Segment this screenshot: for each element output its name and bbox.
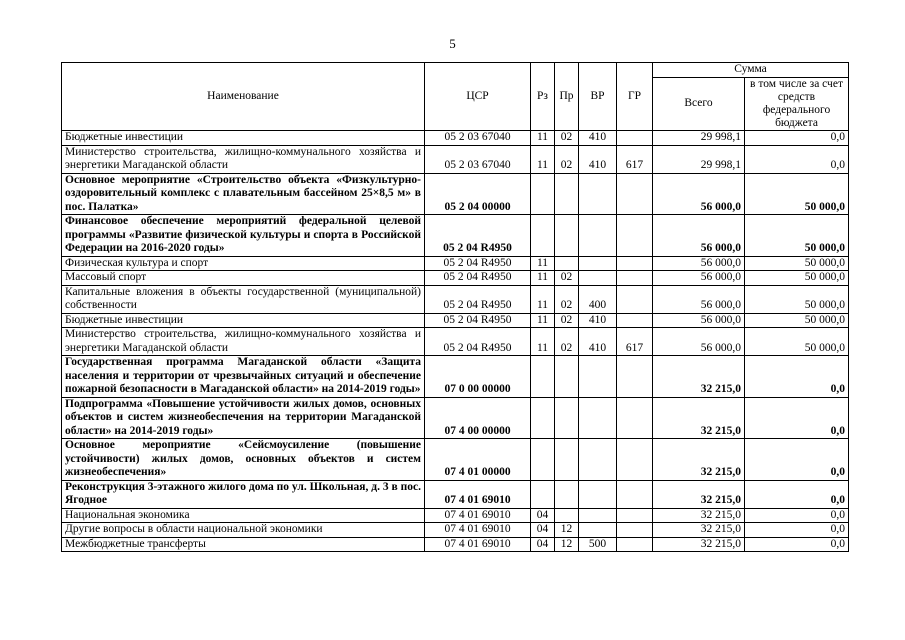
cell-rz: 04: [531, 508, 555, 523]
cell-vr: [579, 480, 617, 508]
table-row: [62, 537, 849, 552]
cell-pr: 02: [555, 271, 579, 286]
table-row: [62, 480, 849, 508]
cell-vr: [579, 523, 617, 538]
cell-gr: [617, 397, 653, 439]
cell-total: 32 215,0: [653, 439, 745, 481]
budget-table: [61, 62, 849, 552]
cell-federal: 0,0: [745, 480, 849, 508]
table-body: [62, 131, 849, 552]
cell-pr: [555, 173, 579, 215]
cell-total: 32 215,0: [653, 356, 745, 398]
cell-total: 32 215,0: [653, 397, 745, 439]
cell-gr: 617: [617, 328, 653, 356]
cell-pr: [555, 480, 579, 508]
cell-total: 29 998,1: [653, 131, 745, 146]
cell-csr: 07 4 01 69010: [425, 480, 531, 508]
cell-pr: 02: [555, 131, 579, 146]
cell-vr: 410: [579, 328, 617, 356]
cell-gr: [617, 131, 653, 146]
header-federal: в том числе за счет средств федерального бюджета: [745, 78, 849, 131]
cell-vr: [579, 271, 617, 286]
table-row: [62, 439, 849, 481]
table-row: [62, 356, 849, 398]
table-row: [62, 285, 849, 313]
cell-federal: 0,0: [745, 508, 849, 523]
cell-vr: 500: [579, 537, 617, 552]
table-row: [62, 145, 849, 173]
cell-vr: 410: [579, 131, 617, 146]
cell-name: Финансовое обеспечение мероприятий федеральной целевой программы «Развитие физической культуры и спорта в Российской Федерации на 2016-2020 годы»: [62, 215, 425, 257]
cell-pr: [555, 215, 579, 257]
cell-rz: 11: [531, 328, 555, 356]
table-row: [62, 173, 849, 215]
cell-vr: [579, 508, 617, 523]
cell-csr: 05 2 04 R4950: [425, 328, 531, 356]
cell-csr: 05 2 03 67040: [425, 145, 531, 173]
cell-federal: 0,0: [745, 397, 849, 439]
cell-gr: [617, 256, 653, 271]
table-row: [62, 508, 849, 523]
cell-pr: 12: [555, 537, 579, 552]
cell-gr: [617, 285, 653, 313]
cell-csr: 05 2 04 00000: [425, 173, 531, 215]
cell-vr: 400: [579, 285, 617, 313]
cell-gr: [617, 537, 653, 552]
cell-total: 32 215,0: [653, 480, 745, 508]
cell-rz: [531, 173, 555, 215]
cell-total: 56 000,0: [653, 313, 745, 328]
cell-rz: [531, 215, 555, 257]
cell-name: Бюджетные инвестиции: [62, 131, 425, 146]
cell-gr: 617: [617, 145, 653, 173]
cell-pr: [555, 356, 579, 398]
table-row: [62, 523, 849, 538]
cell-csr: 05 2 04 R4950: [425, 313, 531, 328]
table-row: [62, 256, 849, 271]
cell-total: 56 000,0: [653, 215, 745, 257]
cell-csr: 07 4 01 00000: [425, 439, 531, 481]
cell-total: 56 000,0: [653, 285, 745, 313]
cell-csr: 05 2 04 R4950: [425, 271, 531, 286]
table-row: [62, 271, 849, 286]
cell-name: Государственная программа Магаданской области «Защита населения и территории от чрезвычайных ситуаций и обеспечение пожарной безопасности в Магаданской области» на 2014-2019 годы»: [62, 356, 425, 398]
cell-name: Бюджетные инвестиции: [62, 313, 425, 328]
cell-rz: 11: [531, 131, 555, 146]
cell-gr: [617, 313, 653, 328]
cell-pr: 12: [555, 523, 579, 538]
cell-federal: 50 000,0: [745, 328, 849, 356]
cell-gr: [617, 215, 653, 257]
cell-rz: 11: [531, 313, 555, 328]
cell-total: 56 000,0: [653, 328, 745, 356]
cell-csr: 07 4 00 00000: [425, 397, 531, 439]
cell-gr: [617, 173, 653, 215]
cell-name: Подпрограмма «Повышение устойчивости жилых домов, основных объектов и систем жизнеобеспечения на территории Магаданской области» на 2014-2019 годы»: [62, 397, 425, 439]
cell-total: 56 000,0: [653, 173, 745, 215]
cell-total: 29 998,1: [653, 145, 745, 173]
table-row: [62, 328, 849, 356]
cell-vr: [579, 173, 617, 215]
cell-name: Основное мероприятие «Строительство объекта «Физкультурно-оздоровительный комплекс с плавательным бассейном 25×8,5 м» в пос. Палатка»: [62, 173, 425, 215]
cell-rz: [531, 356, 555, 398]
cell-vr: [579, 397, 617, 439]
header-rz: Рз: [531, 63, 555, 131]
cell-csr: 05 2 04 R4950: [425, 256, 531, 271]
cell-gr: [617, 439, 653, 481]
cell-federal: 0,0: [745, 145, 849, 173]
cell-name: Основное мероприятие «Сейсмоусиление (повышение устойчивости) жилых домов, основных объектов и систем жизнеобеспечения»: [62, 439, 425, 481]
cell-total: 56 000,0: [653, 271, 745, 286]
cell-rz: [531, 439, 555, 481]
cell-name: Реконструкция 3-этажного жилого дома по ул. Школьная, д. 3 в пос. Ягодное: [62, 480, 425, 508]
cell-federal: 50 000,0: [745, 285, 849, 313]
header-csr: ЦСР: [425, 63, 531, 131]
cell-pr: [555, 397, 579, 439]
cell-csr: 07 0 00 00000: [425, 356, 531, 398]
cell-vr: 410: [579, 313, 617, 328]
cell-csr: 07 4 01 69010: [425, 508, 531, 523]
cell-federal: 50 000,0: [745, 313, 849, 328]
cell-name: Межбюджетные трансферты: [62, 537, 425, 552]
cell-pr: [555, 256, 579, 271]
cell-rz: 04: [531, 523, 555, 538]
cell-csr: 07 4 01 69010: [425, 537, 531, 552]
header-vr: ВР: [579, 63, 617, 131]
cell-federal: 0,0: [745, 356, 849, 398]
cell-name: Министерство строительства, жилищно-коммунального хозяйства и энергетики Магаданской области: [62, 328, 425, 356]
cell-rz: [531, 397, 555, 439]
cell-name: Другие вопросы в области национальной экономики: [62, 523, 425, 538]
cell-pr: 02: [555, 328, 579, 356]
cell-federal: 50 000,0: [745, 256, 849, 271]
cell-total: 32 215,0: [653, 537, 745, 552]
cell-rz: 11: [531, 145, 555, 173]
cell-name: Физическая культура и спорт: [62, 256, 425, 271]
cell-federal: 0,0: [745, 439, 849, 481]
table-row: [62, 215, 849, 257]
cell-gr: [617, 480, 653, 508]
header-gr: ГР: [617, 63, 653, 131]
cell-federal: 0,0: [745, 537, 849, 552]
cell-gr: [617, 356, 653, 398]
cell-name: Массовый спорт: [62, 271, 425, 286]
cell-name: Национальная экономика: [62, 508, 425, 523]
cell-vr: [579, 439, 617, 481]
table-row: [62, 397, 849, 439]
cell-vr: [579, 356, 617, 398]
table-row: [62, 131, 849, 146]
cell-csr: 05 2 03 67040: [425, 131, 531, 146]
cell-rz: [531, 480, 555, 508]
cell-pr: [555, 439, 579, 481]
cell-gr: [617, 523, 653, 538]
cell-rz: 11: [531, 256, 555, 271]
cell-rz: 04: [531, 537, 555, 552]
cell-pr: [555, 508, 579, 523]
cell-rz: 11: [531, 271, 555, 286]
cell-vr: 410: [579, 145, 617, 173]
cell-pr: 02: [555, 285, 579, 313]
table-row: [62, 313, 849, 328]
cell-rz: 11: [531, 285, 555, 313]
cell-gr: [617, 508, 653, 523]
header-total: Всего: [653, 78, 745, 131]
cell-csr: 07 4 01 69010: [425, 523, 531, 538]
cell-vr: [579, 215, 617, 257]
cell-pr: 02: [555, 313, 579, 328]
cell-federal: 0,0: [745, 131, 849, 146]
cell-csr: 05 2 04 R4950: [425, 285, 531, 313]
cell-gr: [617, 271, 653, 286]
header-sum: Сумма: [653, 63, 849, 78]
cell-name: Министерство строительства, жилищно-коммунального хозяйства и энергетики Магаданской области: [62, 145, 425, 173]
cell-federal: 50 000,0: [745, 271, 849, 286]
page-number: 5: [449, 36, 456, 51]
cell-vr: [579, 256, 617, 271]
cell-federal: 0,0: [745, 523, 849, 538]
cell-federal: 50 000,0: [745, 215, 849, 257]
cell-total: 32 215,0: [653, 508, 745, 523]
table-header: [62, 63, 849, 131]
header-name: Наименование: [62, 63, 425, 131]
header-pr: Пр: [555, 63, 579, 131]
cell-federal: 50 000,0: [745, 173, 849, 215]
cell-total: 56 000,0: [653, 256, 745, 271]
cell-total: 32 215,0: [653, 523, 745, 538]
cell-name: Капитальные вложения в объекты государственной (муниципальной) собственности: [62, 285, 425, 313]
cell-csr: 05 2 04 R4950: [425, 215, 531, 257]
cell-pr: 02: [555, 145, 579, 173]
